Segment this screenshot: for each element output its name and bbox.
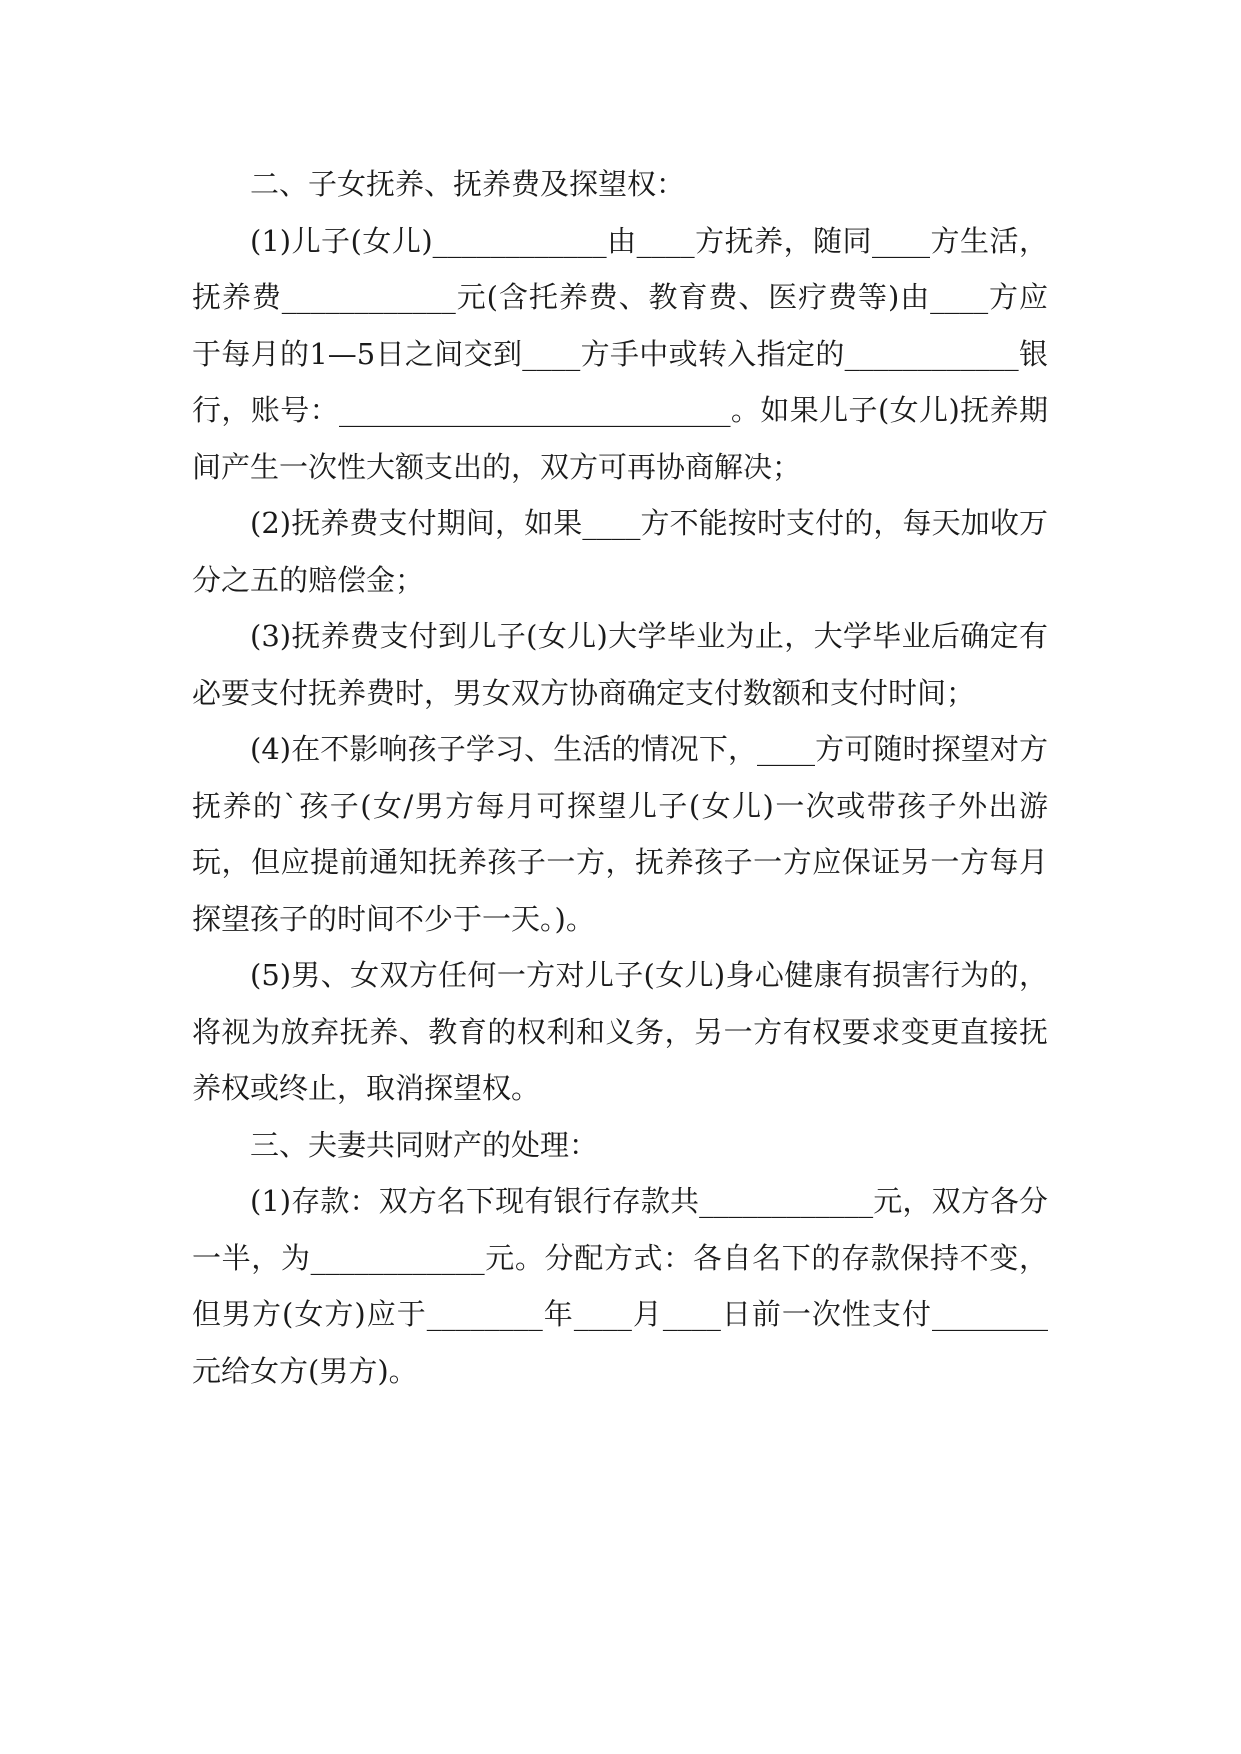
document-body — [192, 156, 1048, 1399]
clause-late-payment-penalty: (2)抚养费支付期间，如果____方不能按时支付的，每天加收万分之五的赔偿金； — [192, 506, 1048, 597]
section-heading-child-custody: 二、子女抚养、抚养费及探望权： — [250, 167, 686, 201]
clause-harm-forfeiture: (5)男、女双方任何一方对儿子(女儿)身心健康有损害行为的，将视为放弃抚养、教育的权利和义务，另一方有权要求变更直接抚养权或终止，取消探望权。 — [192, 958, 1048, 1105]
clause-custody-and-support: (1)儿子(女儿)____________由____方抚养，随同____方生活，抚养费____________元(含托养费、教育费、医疗费等)由____方应于每月的1—5日之间交到____方手中或转入指定的____________银行，账号：___________________________。如果儿子(女儿)抚养期间产生一次性大额支出的，双方可再协商解决； — [192, 223, 1048, 484]
clause-support-duration: (3)抚养费支付到儿子(女儿)大学毕业为止，大学毕业后确定有必要支付抚养费时，男女双方协商确定支付数额和支付时间； — [192, 619, 1048, 710]
section-heading-joint-property: 三、夫妻共同财产的处理： — [250, 1127, 599, 1162]
clause-visitation-rights: (4)在不影响孩子学习、生活的情况下，____方可随时探望对方抚养的`孩子(女/男方每月可探望儿子(女儿)一次或带孩子外出游玩，但应提前通知抚养孩子一方，抚养孩子一方应保证另一方每月探望孩子的时间不少于一天。)。 — [192, 732, 1048, 936]
clause-savings-division: (1)存款：双方名下现有银行存款共____________元，双方各分一半，为____________元。分配方式：各自名下的存款保持不变，但男方(女方)应于________年____月____日前一次性支付________元给女方(男方)。 — [192, 1184, 1048, 1388]
